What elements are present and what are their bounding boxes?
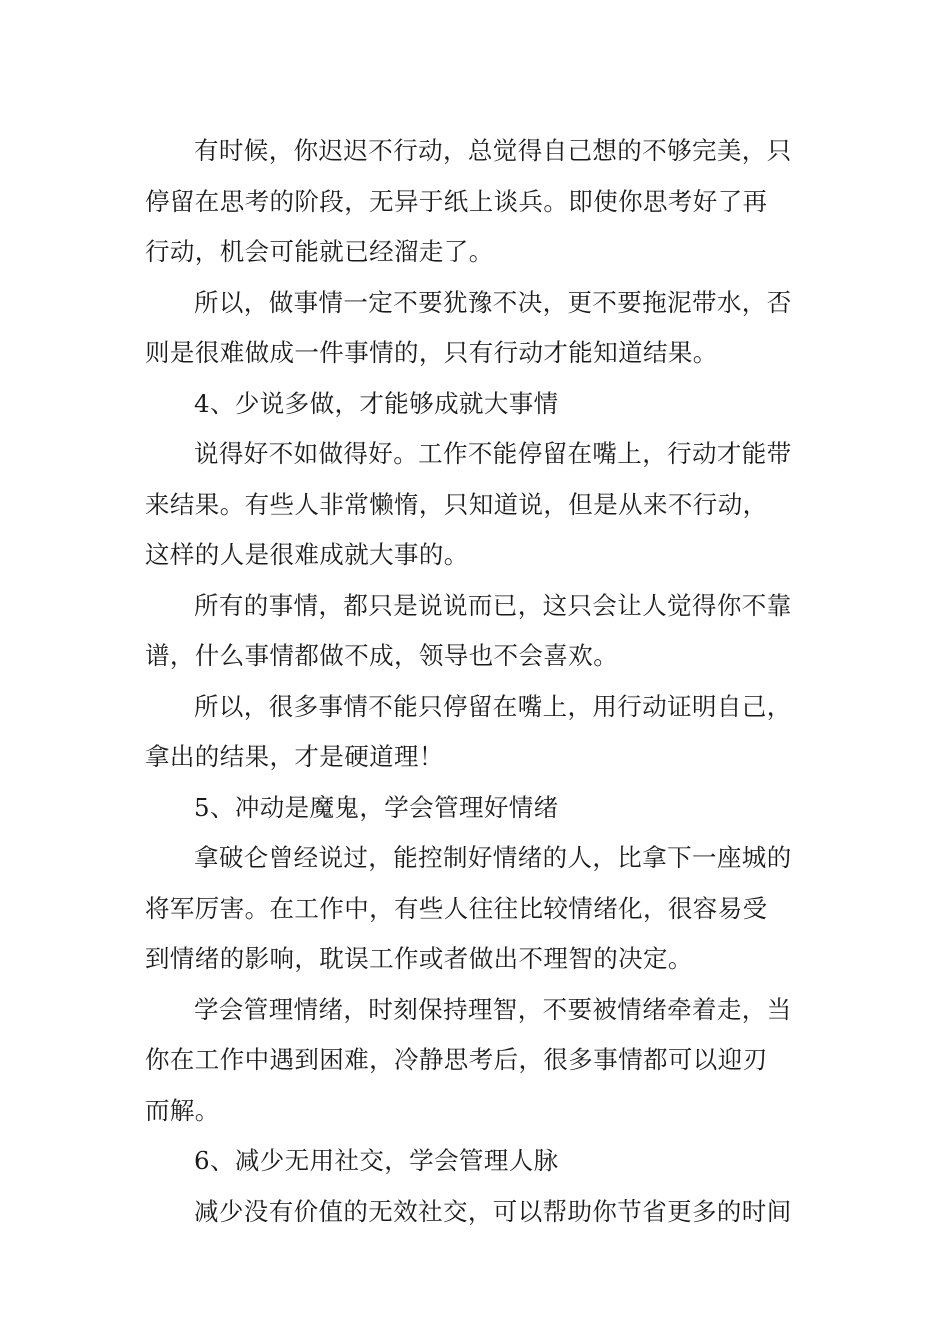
heading-text: 6、减少无用社交，学会管理人脉: [194, 1146, 559, 1175]
paragraph: [145, 682, 807, 783]
text-line: 你在工作中遇到困难，冷静思考后，很多事情都可以迎刃: [145, 1045, 768, 1074]
text-line: 有时候，你迟迟不行动，总觉得自己想的不够完美，只: [194, 136, 792, 165]
paragraph: [145, 278, 807, 379]
text-line: 所以，做事情一定不要犹豫不决，更不要拖泥带水，否: [194, 287, 792, 317]
section-heading-6: [145, 1136, 807, 1187]
text-line: 拿破仑曾经说过，能控制好情绪的人，比拿下一座城的: [194, 843, 792, 872]
paragraph: [145, 429, 807, 581]
text-line: 将军厉害。在工作中，有些人往往比较情绪化，很容易受: [145, 893, 768, 923]
text-line: 行动，机会可能就已经溜走了。: [145, 237, 494, 266]
text-line: 则是很难做成一件事情的，只有行动才能知道结果。: [145, 338, 718, 367]
document-body: [145, 126, 807, 1237]
heading-text: 5、冲动是魔鬼，学会管理好情绪: [194, 792, 559, 822]
text-line: 来结果。有些人非常懒惰，只知道说，但是从来不行动，: [145, 489, 768, 519]
text-line: 拿出的结果，才是硬道理！: [145, 742, 444, 771]
text-line: 所有的事情，都只是说说而已，这只会让人觉得你不靠: [194, 590, 792, 620]
section-heading-4: [145, 379, 807, 430]
text-line: 减少没有价值的无效社交，可以帮助你节省更多的时间: [194, 1196, 792, 1226]
text-line: 谱，什么事情都做不成，领导也不会喜欢。: [145, 641, 619, 670]
paragraph: [145, 581, 807, 682]
paragraph: [145, 833, 807, 985]
paragraph: [145, 985, 807, 1137]
text-line: 说得好不如做得好。工作不能停留在嘴上，行动才能带: [194, 439, 792, 468]
paragraph: [145, 126, 807, 278]
text-line: 停留在思考的阶段，无异于纸上谈兵。即使你思考好了再: [145, 186, 768, 216]
section-heading-5: [145, 783, 807, 834]
text-line: 学会管理情绪，时刻保持理智，不要被情绪牵着走，当: [194, 994, 792, 1024]
text-line: 这样的人是很难成就大事的。: [145, 540, 469, 569]
heading-text: 4、少说多做，才能够成就大事情: [194, 388, 559, 418]
paragraph: [145, 1187, 807, 1238]
text-line: 到情绪的影响，耽误工作或者做出不理智的决定。: [145, 944, 693, 973]
text-line: 而解。: [145, 1095, 220, 1125]
text-line: 所以，很多事情不能只停留在嘴上，用行动证明自己，: [194, 691, 792, 721]
